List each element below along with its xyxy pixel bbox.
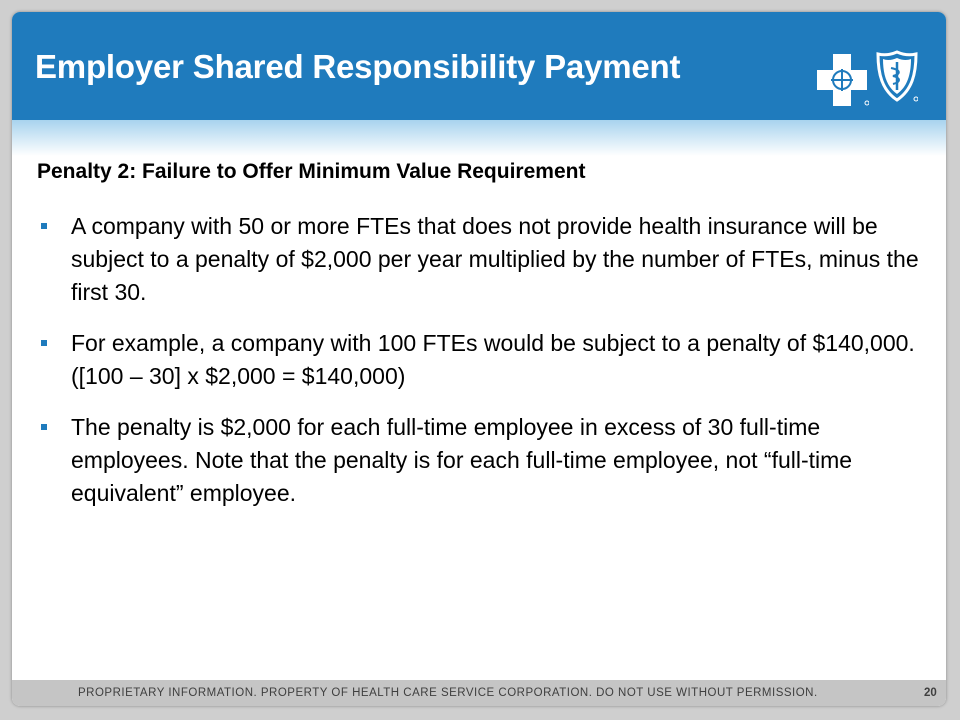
bullet-text: The penalty is $2,000 for each full-time employee in excess of 30 full-time employees. Note that the penalty is for each full-time employee, not “full-time equivalent” employee. <box>71 414 853 506</box>
bullet-text: A company with 50 or more FTEs that does not provide health insurance will be subject to a penalty of $2,000 per year multiplied by the number of FTEs, minus the first 30. <box>71 213 919 305</box>
list-item <box>37 411 927 510</box>
blue-cross-logo-icon <box>815 52 869 108</box>
bullet-marker <box>41 340 47 346</box>
section-heading: Penalty 2: Failure to Offer Minimum Value Requirement <box>37 160 586 183</box>
header-gradient-band <box>12 120 946 156</box>
slide-footer <box>12 680 946 706</box>
bullet-text: For example, a company with 100 FTEs would be subject to a penalty of $140,000. ([100 – 30] x $2,000 = $140,000) <box>71 330 915 389</box>
bullet-marker <box>41 424 47 430</box>
slide-header <box>12 12 946 120</box>
proprietary-notice: PROPRIETARY INFORMATION. PROPERTY OF HEALTH CARE SERVICE CORPORATION. DO NOT USE WITHOUT PERMISSION. <box>78 687 818 699</box>
slide <box>12 12 946 706</box>
slide-title: Employer Shared Responsibility Payment <box>35 48 681 85</box>
bullet-list <box>37 210 927 528</box>
page-number: 20 <box>924 687 937 699</box>
bullet-marker <box>41 223 47 229</box>
blue-shield-logo-icon <box>876 50 918 102</box>
list-item <box>37 210 927 309</box>
list-item <box>37 327 927 393</box>
